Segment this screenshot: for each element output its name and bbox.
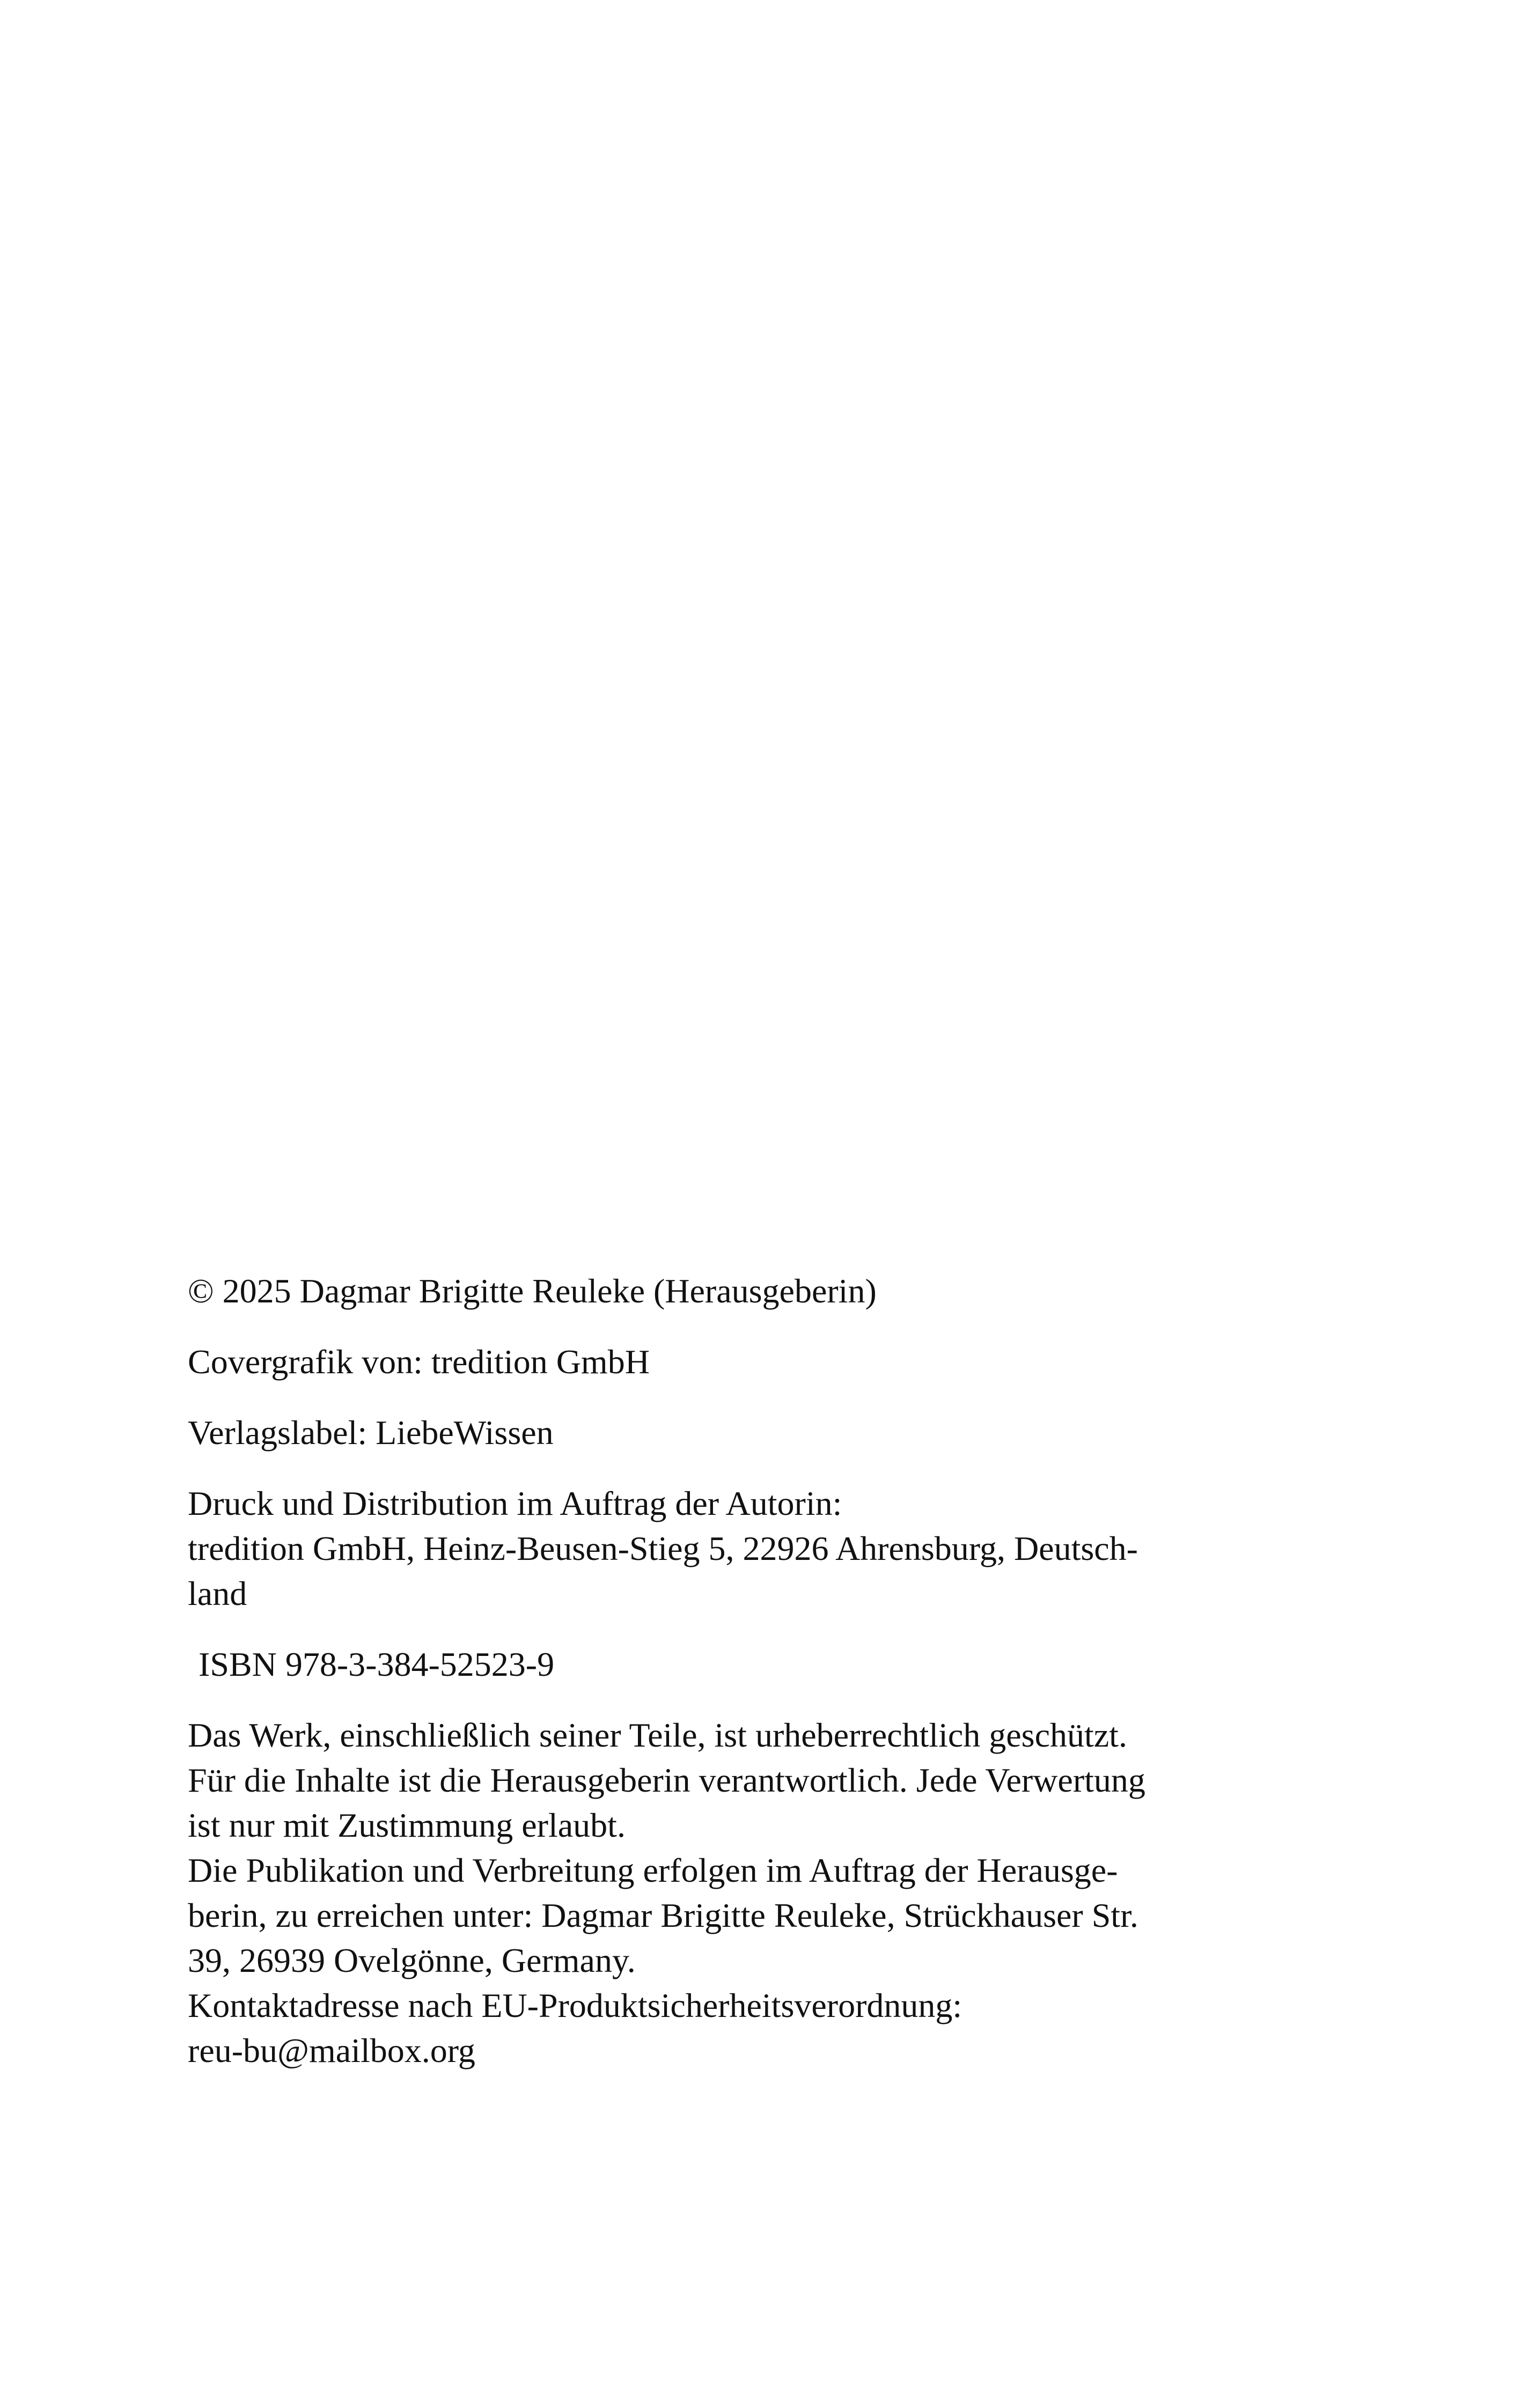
legal-line-3: ist nur mit Zustimmung erlaubt.	[188, 1806, 626, 1844]
imprint-block	[188, 1269, 1341, 2073]
legal-line-5: berin, zu erreichen unter: Dagmar Brigitte Reuleke, Strückhauser Str.	[188, 1896, 1138, 1934]
legal-line-7: Kontaktadresse nach EU-Produktsicherheitsverordnung:	[188, 1986, 962, 2024]
legal-line-2: Für die Inhalte ist die Herausgeberin verantwortlich. Jede Verwertung	[188, 1761, 1145, 1799]
copyright-line: © 2025 Dagmar Brigitte Reuleke (Herausgeberin)	[188, 1272, 877, 1310]
distribution-line-2: tredition GmbH, Heinz-Beusen-Stieg 5, 22926 Ahrensburg, Deutsch-	[188, 1529, 1138, 1567]
distribution-line-3: land	[188, 1574, 247, 1612]
legal-line-6: 39, 26939 Ovelgönne, Germany.	[188, 1941, 636, 1979]
distribution-line-1: Druck und Distribution im Auftrag der Autorin:	[188, 1484, 842, 1522]
legal-line-1: Das Werk, einschließlich seiner Teile, ist urheberrechtlich geschützt.	[188, 1716, 1127, 1754]
isbn-line: ISBN 978-3-384-52523-9	[199, 1645, 555, 1683]
publisher-label-line: Verlagslabel: LiebeWissen	[188, 1413, 554, 1452]
cover-credit-line: Covergrafik von: tredition GmbH	[188, 1343, 650, 1381]
legal-line-4: Die Publikation und Verbreitung erfolgen im Auftrag der Herausge-	[188, 1851, 1118, 1889]
contact-email: reu-bu@mailbox.org	[188, 2031, 475, 2070]
